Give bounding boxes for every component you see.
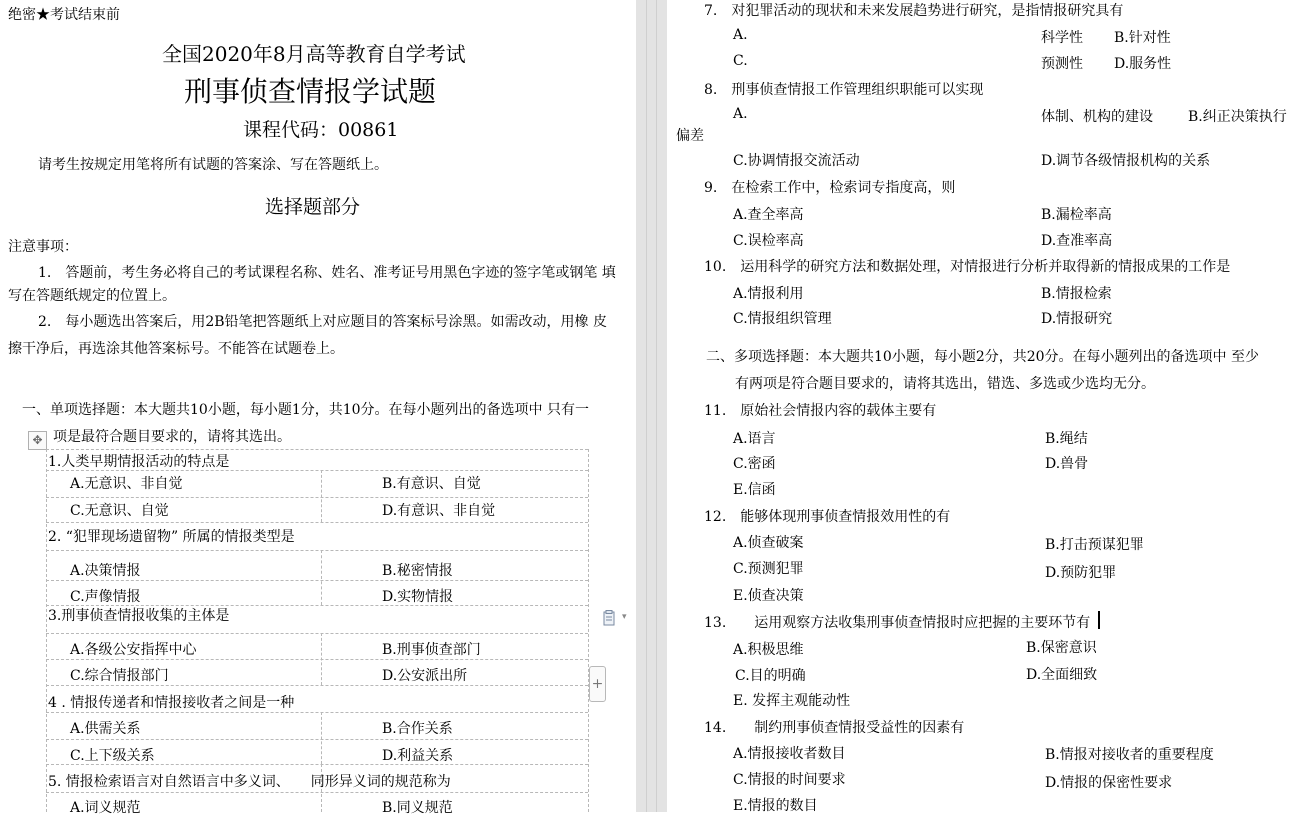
question-4-option-a: A.供需关系: [70, 721, 141, 737]
add-row-icon[interactable]: +: [589, 666, 606, 702]
question-9-option-c: C.误检率高: [733, 233, 804, 249]
question-1-option-b: B.有意识、自觉: [382, 476, 481, 492]
question-10-stem: 10. 运用科学的研究方法和数据处理，对情报进行分析并取得新的情报成果的工作是: [704, 259, 1231, 275]
question-10-option-c: C.情报组织管理: [733, 311, 832, 327]
instruction-text: 请考生按规定用笔将所有试题的答案涂、写在答题纸上。: [38, 157, 388, 173]
question-11-option-e: E.信函: [733, 482, 776, 498]
part2-line-2: 有两项是符合题目要求的，请将其选出，错选、多选或少选均无分。: [735, 376, 1155, 392]
note-2-line-2: 擦干净后，再选涂其他答案标号。不能答在试题卷上。: [8, 341, 344, 357]
page-title: 刑事侦查情报学试题: [184, 75, 437, 108]
question-7-option-d: D.服务性: [1114, 56, 1172, 72]
question-3-option-a: A.各级公安指挥中心: [70, 642, 197, 658]
question-1-option-d: D.有意识、非自觉: [382, 503, 496, 519]
question-4-option-b: B.合作关系: [382, 721, 453, 737]
question-7-option-c: C.: [733, 53, 748, 69]
left-page: [0, 0, 636, 816]
paste-dropdown-icon[interactable]: ▾: [622, 612, 627, 622]
question-7-option-c-text: 预测性: [1041, 56, 1083, 72]
question-12-option-a: A.侦查破案: [733, 535, 804, 551]
question-9-option-d: D.查准率高: [1041, 233, 1113, 249]
question-1-stem: 1.人类早期情报活动的特点是: [48, 454, 230, 470]
question-7-option-b: B.针对性: [1114, 30, 1171, 46]
exam-line: 全国2020年8月高等教育自学考试: [162, 42, 466, 66]
question-1-option-c: C.无意识、自觉: [70, 503, 169, 519]
note-2-line-1: 2. 每小题选出答案后，用2B铅笔把答题纸上对应题目的答案标号涂黑。如需改动，用橡 皮: [38, 314, 608, 330]
question-5-option-b: B.同义规范: [382, 800, 453, 816]
part1-line-1: 一、单项选择题：本大题共10小题，每小题1分，共10分。在每小题列出的备选项中 只有一: [22, 402, 589, 418]
question-14-stem: 14. 制约刑事侦查情报受益性的因素有: [704, 720, 965, 736]
question-8-option-a: A.: [733, 106, 748, 122]
question-13-option-d: D.全面细致: [1026, 667, 1098, 683]
question-7-option-a: A.: [733, 27, 748, 43]
question-10-option-d: D.情报研究: [1041, 311, 1113, 327]
part2-line-1: 二、多项选择题：本大题共10小题，每小题2分，共20分。在每小题列出的备选项中 至少: [706, 349, 1259, 365]
course-code: 课程代码：00861: [243, 119, 399, 141]
question-8-option-d: D.调节各级情报机构的关系: [1041, 153, 1211, 169]
question-14-option-b: B.情报对接收者的重要程度: [1045, 747, 1214, 763]
question-13-stem: 13. 运用观察方法收集刑事侦查情报时应把握的主要环节有: [704, 615, 1091, 631]
question-14-option-e: E.情报的数目: [733, 798, 818, 814]
question-5-option-a: A.词义规范: [70, 800, 141, 816]
question-11-option-d: D.兽骨: [1045, 456, 1089, 472]
question-2-option-a: A.决策情报: [70, 563, 141, 579]
question-8-option-b: B.纠正决策执行: [1188, 109, 1287, 125]
question-8-stem: 8. 刑事侦查情报工作管理组织职能可以实现: [704, 82, 984, 98]
question-9-option-a: A.查全率高: [733, 207, 804, 223]
confidential-label: 绝密★考试结束前: [8, 7, 120, 23]
question-8-option-b-wrap: 偏差: [676, 128, 704, 144]
question-7-option-a-text: 科学性: [1041, 30, 1083, 46]
question-10-option-a: A.情报利用: [733, 286, 804, 302]
text-cursor: [1098, 611, 1100, 629]
page-gutter: [636, 0, 667, 812]
paste-options-icon[interactable]: [603, 610, 617, 626]
question-2-stem: 2. “犯罪现场遗留物” 所属的情报类型是: [48, 529, 295, 545]
question-1-option-a: A.无意识、非自觉: [70, 476, 183, 492]
question-13-option-a: A.积极思维: [733, 642, 804, 658]
section-heading: 选择题部分: [265, 196, 361, 218]
question-13-option-b: B.保密意识: [1026, 640, 1097, 656]
question-2-option-b: B.秘密情报: [382, 563, 453, 579]
question-11-stem: 11. 原始社会情报内容的载体主要有: [704, 403, 937, 419]
question-3-option-d: D.公安派出所: [382, 668, 468, 684]
question-8-option-c: C.协调情报交流活动: [733, 153, 860, 169]
notes-heading: 注意事项：: [8, 239, 78, 255]
question-4-option-c: C.上下级关系: [70, 748, 155, 764]
question-5-stem: 5. 情报检索语言对自然语言中多义词、 同形异义词的规范称为: [48, 774, 451, 790]
question-12-option-c: C.预测犯罪: [733, 561, 804, 577]
part1-line-2: 项是最符合题目要求的，请将其选出。: [53, 429, 291, 445]
table-move-handle-icon[interactable]: ✥: [28, 431, 47, 450]
question-3-option-c: C.综合情报部门: [70, 668, 169, 684]
note-1-line-2: 写在答题纸规定的位置上。: [8, 288, 176, 304]
question-14-option-a: A.情报接收者数目: [733, 746, 846, 762]
question-13-option-c: C.目的明确: [735, 668, 806, 684]
question-9-option-b: B.漏检率高: [1041, 207, 1112, 223]
question-13-option-e: E. 发挥主观能动性: [733, 693, 851, 709]
question-8-option-a-text: 体制、机构的建设: [1041, 109, 1153, 125]
question-3-option-b: B.刑事侦查部门: [382, 642, 481, 658]
question-7-stem: 7. 对犯罪活动的现状和未来发展趋势进行研究，是指情报研究具有: [704, 3, 1124, 19]
question-9-stem: 9. 在检索工作中，检索词专指度高，则: [704, 180, 956, 196]
question-14-option-c: C.情报的时间要求: [733, 772, 846, 788]
question-12-stem: 12. 能够体现刑事侦查情报效用性的有: [704, 509, 951, 525]
question-12-option-e: E.侦查决策: [733, 588, 804, 604]
question-12-option-b: B.打击预谋犯罪: [1045, 537, 1144, 553]
question-11-option-a: A.语言: [733, 431, 776, 447]
note-1-line-1: 1. 答题前，考生务必将自己的考试课程名称、姓名、准考证号用黑色字迹的签字笔或钢笔 填: [38, 265, 616, 281]
question-4-option-d: D.利益关系: [382, 748, 454, 764]
question-11-option-c: C.密函: [733, 456, 776, 472]
question-3-stem: 3.刑事侦查情报收集的主体是: [48, 608, 230, 624]
question-2-option-d: D.实物情报: [382, 589, 454, 605]
question-4-stem: 4 . 情报传递者和情报接收者之间是一种: [48, 695, 295, 711]
question-2-option-c: C.声像情报: [70, 589, 141, 605]
question-12-option-d: D.预防犯罪: [1045, 565, 1117, 581]
question-11-option-b: B.绳结: [1045, 431, 1088, 447]
question-14-option-d: D.情报的保密性要求: [1045, 775, 1173, 791]
question-10-option-b: B.情报检索: [1041, 286, 1112, 302]
